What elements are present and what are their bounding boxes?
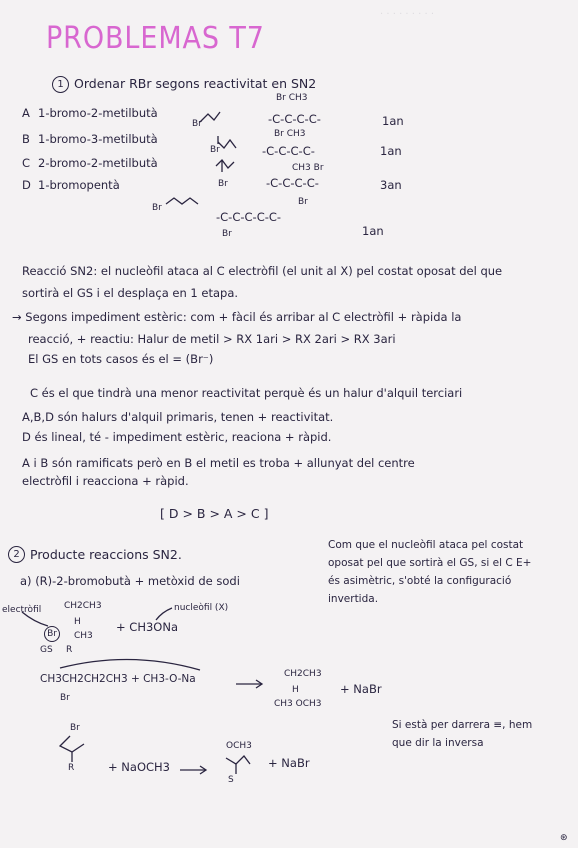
formula-b-sub: Br CH3 xyxy=(274,129,306,139)
naoch3: + NaOCH3 xyxy=(108,760,170,774)
explanation-line-6: C és el que tindrà una menor reactivitat perquè és un halur d'alquil terciari xyxy=(30,386,463,400)
skeletal-br-c: Br xyxy=(218,179,228,189)
problem1-heading: Ordenar RBr segons reactivitat en SN2 xyxy=(74,76,317,91)
gs-label: GS xyxy=(40,645,53,655)
item-c-letter: C xyxy=(22,156,31,170)
item-a-letter: A xyxy=(22,106,30,120)
nucleofil-label: nucleòfil (X) xyxy=(174,603,229,613)
skeletal-br-a: Br xyxy=(192,119,202,129)
product-mid: H xyxy=(292,685,299,695)
class-d: 1an xyxy=(362,224,384,238)
explanation-line-3: → Segons impediment estèric: com + fàcil és arribar al C electròfil + ràpida la xyxy=(12,310,462,324)
formula-d-br: Br xyxy=(222,229,232,239)
br-circled: Br xyxy=(44,626,60,642)
ch3-label-1: CH3 xyxy=(74,631,93,641)
item-d-name: 1-bromopentà xyxy=(38,178,120,192)
explanation-line-7: A,B,D són halurs d'alquil primaris, tenen + reactivitat. xyxy=(22,410,334,424)
explanation-line-4: reacció, + reactiu: Halur de metil > RX 1ari > RX 2ari > RX 3ari xyxy=(28,332,396,346)
s-label: S xyxy=(228,775,234,785)
item-d-letter: D xyxy=(22,178,31,192)
br-sub-label: Br xyxy=(60,693,70,703)
corner-mark: ⊛ xyxy=(560,833,568,843)
problem2-heading: Producte reaccions SN2. xyxy=(30,547,182,562)
part-a-heading: a) (R)-2-bromobutà + metòxid de sodi xyxy=(20,574,240,588)
formula-c-sub: CH3 Br xyxy=(292,163,324,173)
explanation-line-9: A i B són ramificats però en B el metil es troba + allunyat del centre xyxy=(22,456,415,470)
problem-number-2: 2 xyxy=(8,546,25,563)
item-c-name: 2-bromo-2-metilbutà xyxy=(38,156,158,170)
nabr-1: + NaBr xyxy=(340,682,382,696)
explanation-line-8: D és lineal, té - impediment estèric, reaciona + ràpid. xyxy=(22,430,332,444)
formula-d-sub: Br xyxy=(298,197,308,207)
side-note-line-3: és asimètric, s'obté la configuració xyxy=(328,575,512,587)
explanation-line-10: electròfil i reacciona + ràpid. xyxy=(22,474,189,488)
electrofil-label: electròfil xyxy=(2,605,42,615)
product-top: CH2CH3 xyxy=(284,669,322,679)
ch2ch3-label-1: CH2CH3 xyxy=(64,601,102,611)
formula-a: -C-C-C-C- xyxy=(268,112,321,126)
item-b-name: 1-bromo-3-metilbutà xyxy=(38,132,158,146)
reagent-line: CH3CH2CH2CH3 + CH3-O-Na xyxy=(40,673,196,685)
note2-line-2: que dir la inversa xyxy=(392,737,484,749)
product-bottom: CH3 OCH3 xyxy=(274,699,322,709)
r-label-1: R xyxy=(66,645,73,655)
och3-label: OCH3 xyxy=(226,741,252,751)
explanation-line-2: sortirà el GS i el desplaça en 1 etapa. xyxy=(22,286,239,300)
class-a: 1an xyxy=(382,114,404,128)
explanation-line-1: Reacció SN2: el nucleòfil ataca al C electròfil (el unit al X) pel costat oposat del que xyxy=(22,264,503,278)
nabr-2: + NaBr xyxy=(268,756,310,770)
h-label-1: H xyxy=(74,617,81,627)
class-b: 1an xyxy=(380,144,402,158)
item-a-name: 1-bromo-2-metilbutà xyxy=(38,106,158,120)
skeletal-br-b: Br xyxy=(210,145,220,155)
class-c: 3an xyxy=(380,178,402,192)
note2-line-1: Si està per darrera ≡, hem xyxy=(392,719,533,731)
side-note-line-1: Com que el nucleòfil ataca pel costat xyxy=(328,539,524,551)
side-note-line-2: oposat pel que sortirà el GS, si el C E+ xyxy=(328,557,532,569)
item-b-letter: B xyxy=(22,132,30,146)
reactivity-order: [ D > B > A > C ] xyxy=(160,506,269,521)
side-note-line-4: invertida. xyxy=(328,593,379,605)
page-title: PROBLEMAS T7 xyxy=(46,21,265,56)
ch3ona-label: + CH3ONa xyxy=(116,620,178,634)
bottom-r: R xyxy=(68,763,75,773)
formula-a-sub: Br CH3 xyxy=(276,93,308,103)
problem-number-1: 1 xyxy=(52,76,69,93)
skeletal-br-d: Br xyxy=(152,203,162,213)
bottom-br: Br xyxy=(70,723,80,733)
bleed-through-text: · · · · · · · · · xyxy=(380,9,435,20)
formula-d: -C-C-C-C-C- xyxy=(216,210,282,224)
formula-c: -C-C-C-C- xyxy=(266,176,319,190)
explanation-line-5: El GS en tots casos és el = (Br⁻) xyxy=(28,352,214,366)
formula-b: -C-C-C-C- xyxy=(262,144,315,158)
